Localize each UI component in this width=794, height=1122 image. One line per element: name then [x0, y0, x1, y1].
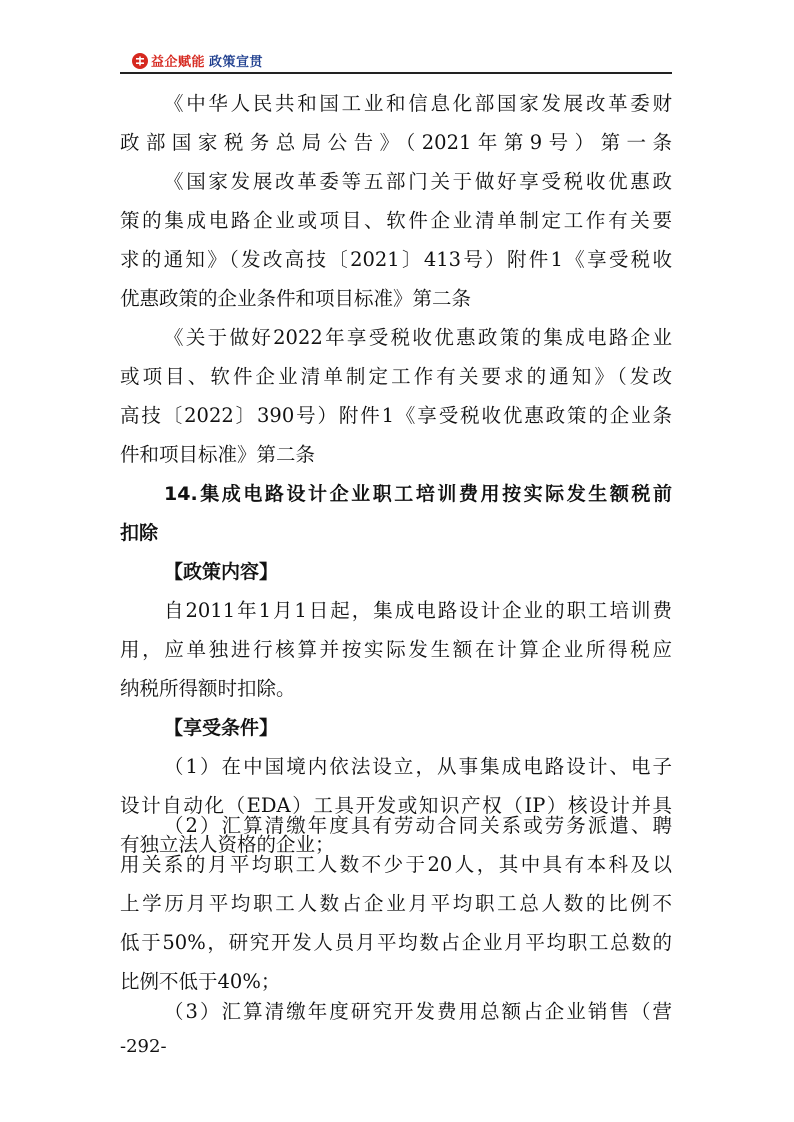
body-line: 比例不低于40%； [120, 970, 281, 993]
brand-name-part1: 益企赋能 [151, 55, 206, 70]
brand-name-part2: 政策宣贯 [209, 55, 264, 70]
section-heading: 14.集成电路设计企业职工培训费用按实际发生额税前 [164, 483, 672, 505]
brand-logo [132, 51, 263, 70]
body-line: 政部国家税务总局公告》（2021年第9号）第一条 [120, 131, 672, 154]
body-line: 求的通知》（发改高技〔2021〕413号）附件1《享受税收 [120, 248, 672, 271]
body-line: （2）汇算清缴年度具有劳动合同关系或劳务派遣、聘 [164, 814, 672, 837]
brand-name [151, 51, 263, 70]
section-heading: 扣除 [120, 522, 159, 544]
body-line: 优惠政策的企业条件和项目标准》第二条 [120, 287, 472, 310]
subheading-policy-content: 【政策内容】 [164, 561, 279, 583]
body-line: 有独立法人资格的企业； [120, 833, 335, 856]
body-line: 或项目、软件企业清单制定工作有关要求的通知》（发改 [120, 365, 672, 388]
body-line: （1）在中国境内依法设立，从事集成电路设计、电子 [164, 755, 672, 778]
body-line: 低于50%，研究开发人员月平均数占企业月平均职工总数的 [120, 931, 672, 954]
body-line: 纳税所得额时扣除。 [120, 677, 296, 700]
body-line: 自2011年1月1日起，集成电路设计企业的职工培训费 [164, 599, 672, 622]
body-line: 《关于做好2022年享受税收优惠政策的集成电路企业 [164, 326, 672, 349]
brand-emblem-icon [132, 53, 148, 69]
body-line: 《国家发展改革委等五部门关于做好享受税收优惠政 [164, 170, 672, 193]
subheading-conditions: 【享受条件】 [164, 717, 279, 739]
body-line: 上学历月平均职工人数占企业月平均职工总人数的比例不 [120, 892, 672, 915]
body-line: 用关系的月平均职工人数不少于20人，其中具有本科及以 [120, 853, 672, 876]
header-rule [120, 72, 672, 74]
body-line: 策的集成电路企业或项目、软件企业清单制定工作有关要 [120, 209, 672, 232]
body-line: 《中华人民共和国工业和信息化部国家发展改革委财 [164, 92, 672, 115]
page-header [120, 46, 672, 76]
body-line: 件和项目标准》第二条 [120, 443, 316, 466]
body-line: 高技〔2022〕390号）附件1《享受税收优惠政策的企业条 [120, 404, 672, 427]
body-line: （3）汇算清缴年度研究开发费用总额占企业销售（营 [164, 1000, 672, 1023]
body-line: 设计自动化（EDA）工具开发或知识产权（IP）核设计并具 [120, 794, 672, 817]
body-line: 用，应单独进行核算并按实际发生额在计算企业所得税应 [120, 638, 672, 661]
page-number: -292- [120, 1036, 167, 1057]
